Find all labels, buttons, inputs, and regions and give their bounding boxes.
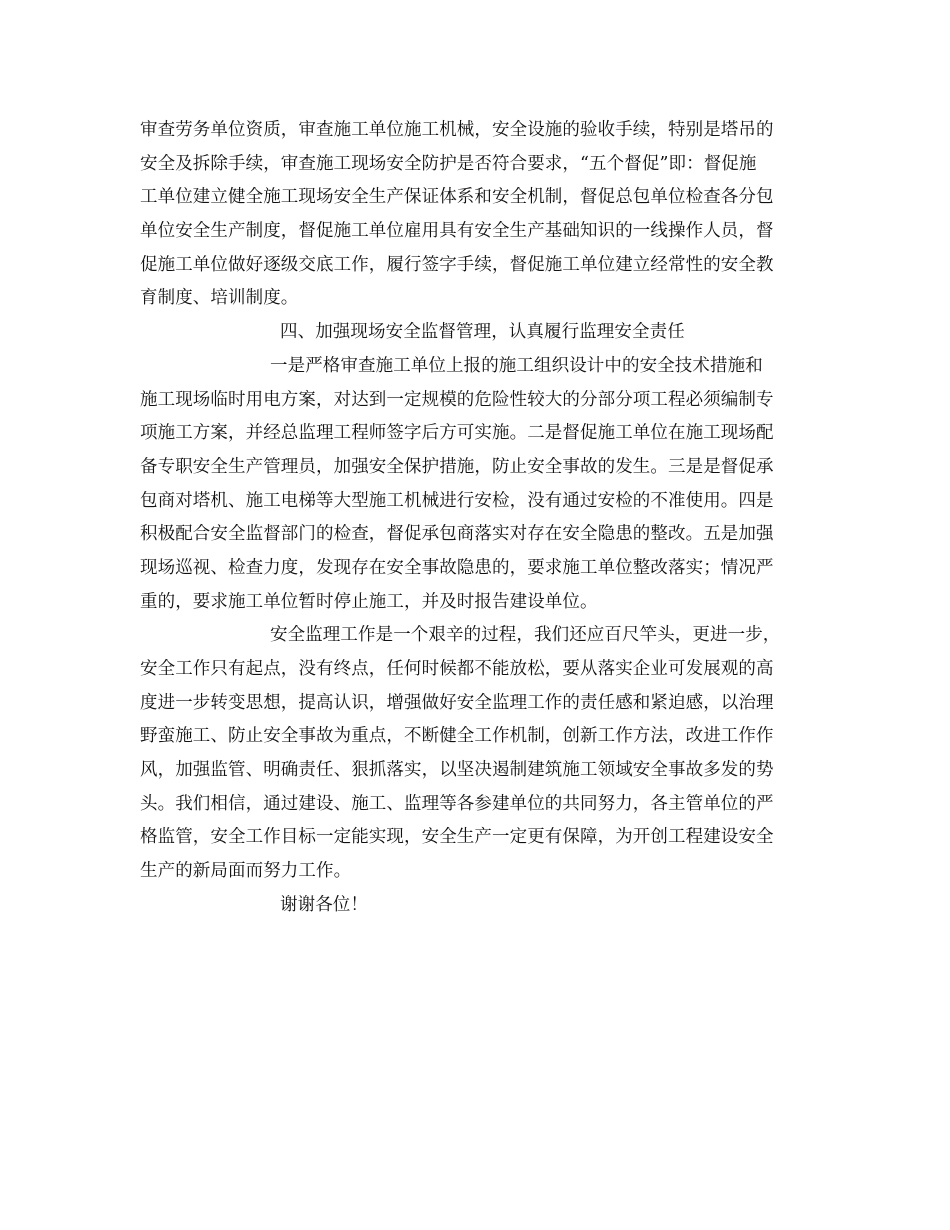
body-line: 生产的新局面而努力工作。	[140, 861, 352, 882]
document-body	[140, 114, 830, 923]
body-line: 重的，要求施工单位暂时停止施工，并及时报告建设单位。	[140, 591, 598, 612]
body-line: 育制度、培训制度。	[140, 288, 299, 309]
closing-remark: 谢谢各位！	[280, 894, 368, 915]
body-line: 审查劳务单位资质，审查施工单位施工机械，安全设施的验收手续，特别是塔吊的	[140, 120, 774, 140]
body-line: 施工现场临时用电方案，对达到一定规模的危险性较大的分部分项工程必须编制专	[140, 389, 774, 410]
body-line: 单位安全生产制度，督促施工单位雇用具有安全生产基础知识的一线操作人员，督	[140, 221, 774, 242]
body-line: 工单位建立健全施工现场安全生产保证体系和安全机制，督促总包单位检查各分包	[140, 187, 774, 208]
body-line: 促施工单位做好逐级交底工作，履行签字手续，督促施工单位建立经常性的安全教	[140, 254, 774, 275]
body-line: 包商对塔机、施工电梯等大型施工机械进行安检，没有通过安检的不准使用。四是	[140, 490, 774, 511]
body-line: 项施工方案，并经总监理工程师签字后方可实施。二是督促施工单位在施工现场配	[140, 423, 774, 444]
body-line: 备专职安全生产管理员，加强安全保护措施，防止安全事故的发生。三是是督促承	[140, 456, 774, 477]
body-line: 格监管，安全工作目标一定能实现，安全生产一定更有保障，为开创工程建设安全	[140, 827, 774, 848]
body-line: 风，加强监管、明确责任、狠抓落实，以坚决遏制建筑施工领域安全事故多发的势	[140, 760, 774, 781]
body-line: 现场巡视、检查力度，发现存在安全事故隐患的，要求施工单位整改落实；情况严	[140, 557, 774, 578]
body-line: 安全及拆除手续，审查施工现场安全防护是否符合要求，“五个督促”即：督促施	[140, 153, 757, 174]
body-line: 野蛮施工、防止安全事故为重点，不断健全工作机制，创新工作方法，改进工作作	[140, 726, 774, 747]
paragraph-first-line: 一是严格审查施工单位上报的施工组织设计中的安全技术措施和	[270, 355, 763, 376]
body-line: 安全工作只有起点，没有终点，任何时候都不能放松，要从落实企业可发展观的高	[140, 659, 774, 679]
paragraph-first-line: 安全监理工作是一个艰辛的过程，我们还应百尺竿头，更进一步，	[270, 625, 781, 646]
section-heading: 四、加强现场安全监督管理，认真履行监理安全责任	[280, 322, 685, 343]
body-line: 度进一步转变思想，提高认识，增强做好安全监理工作的责任感和紧迫感，以治理	[140, 692, 774, 713]
body-line: 积极配合安全监督部门的检查，督促承包商落实对存在安全隐患的整改。五是加强	[140, 524, 774, 545]
body-line: 头。我们相信，通过建设、施工、监理等各参建单位的共同努力，各主管单位的严	[140, 793, 774, 814]
